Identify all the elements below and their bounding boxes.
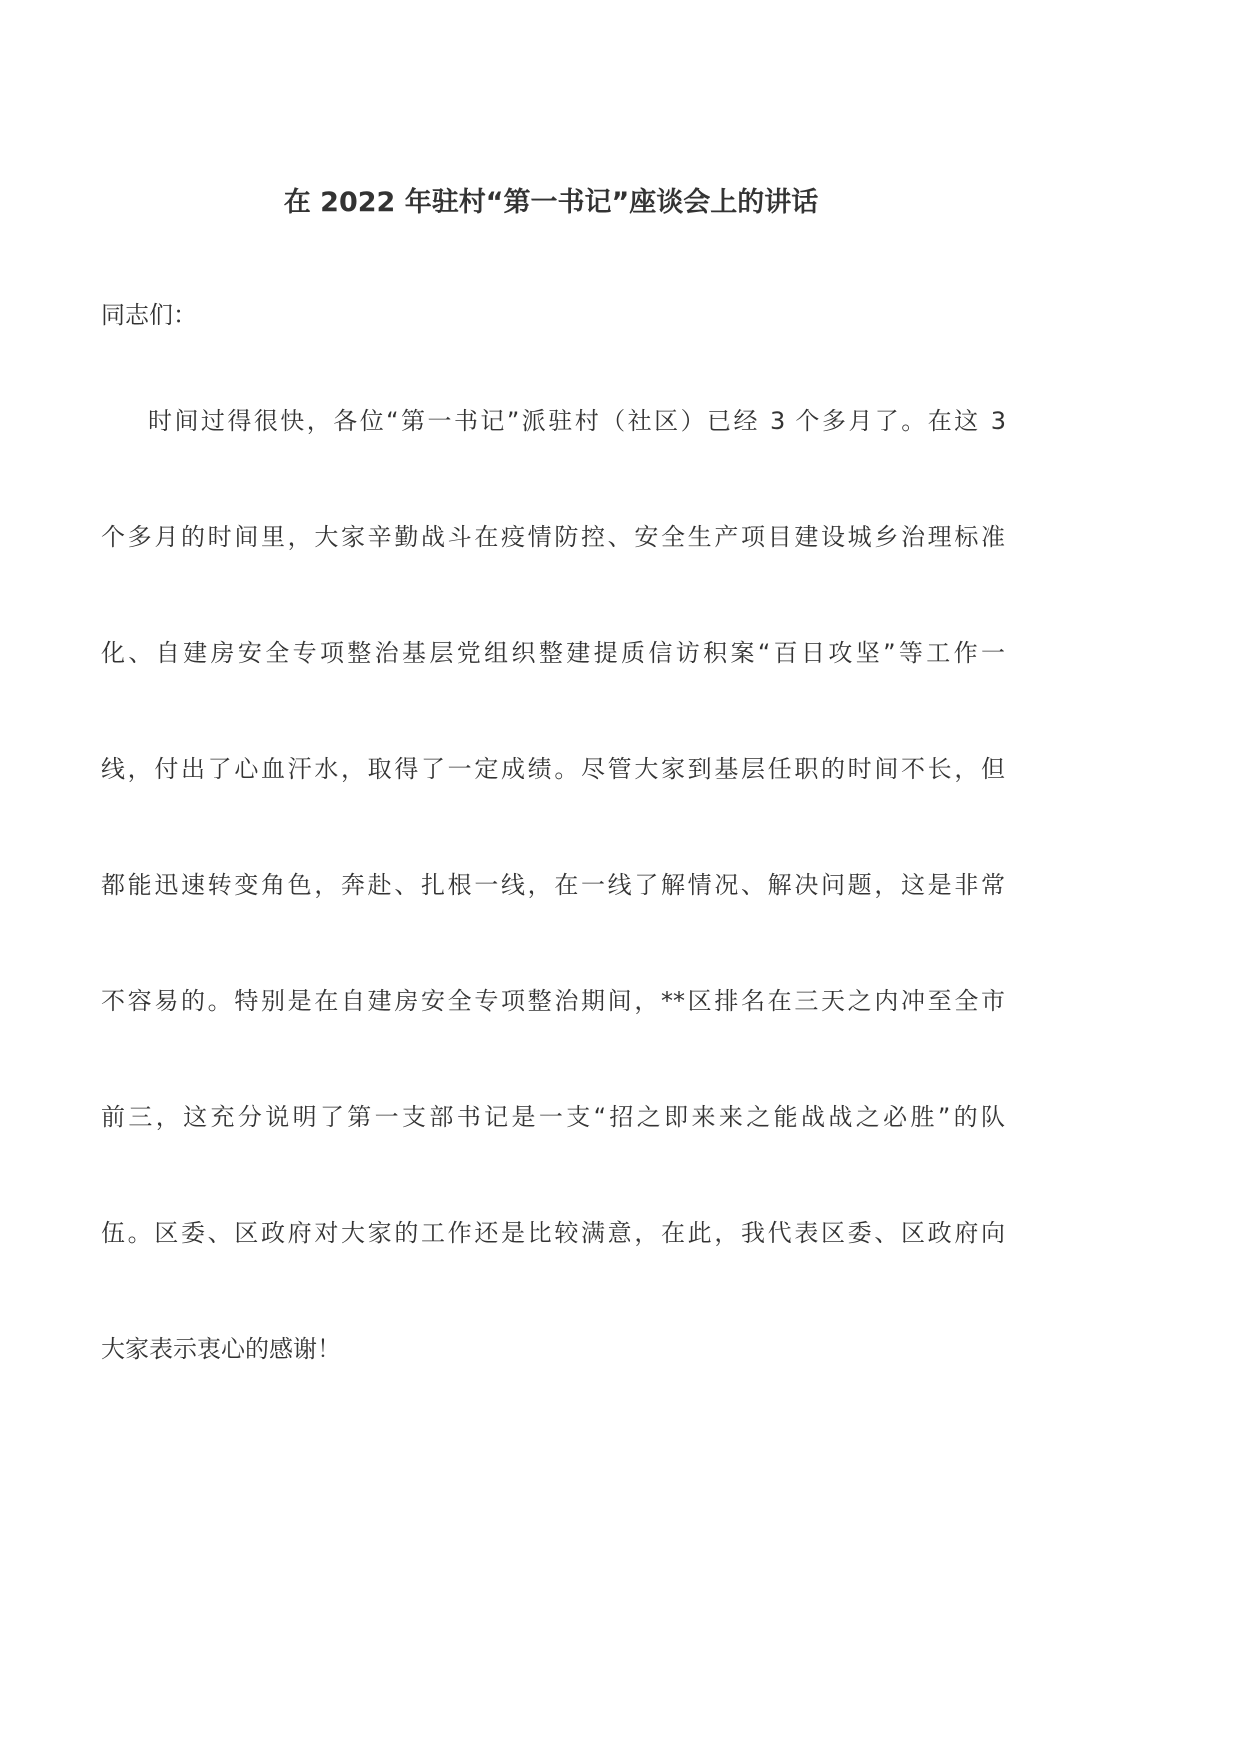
- paragraph-line: 线，付出了心血汗水，取得了一定成绩。尽管大家到基层任职的时间不长，但: [101, 755, 1005, 783]
- paragraph-line: 个多月的时间里，大家辛勤战斗在疫情防控、安全生产项目建设城乡治理标准: [101, 523, 1005, 551]
- paragraph-line: 大家表示衷心的感谢！: [101, 1335, 341, 1363]
- paragraph-line: 时间过得很快，各位“第一书记”派驻村（社区）已经 3 个多月了。在这 3: [148, 407, 1006, 435]
- salutation: 同志们：: [101, 301, 197, 329]
- paragraph-line: 前三，这充分说明了第一支部书记是一支“招之即来来之能战战之必胜”的队: [101, 1103, 1005, 1131]
- document-title: 在 2022 年驻村“第一书记”座谈会上的讲话: [283, 187, 819, 218]
- paragraph-line: 不容易的。特别是在自建房安全专项整治期间，**区排名在三天之内冲至全市: [101, 987, 1005, 1015]
- paragraph-line: 化、自建房安全专项整治基层党组织整建提质信访积案“百日攻坚”等工作一: [101, 639, 1005, 667]
- paragraph-line: 伍。区委、区政府对大家的工作还是比较满意，在此，我代表区委、区政府向: [101, 1219, 1005, 1247]
- paragraph-line: 都能迅速转变角色，奔赴、扎根一线，在一线了解情况、解决问题，这是非常: [101, 871, 1005, 899]
